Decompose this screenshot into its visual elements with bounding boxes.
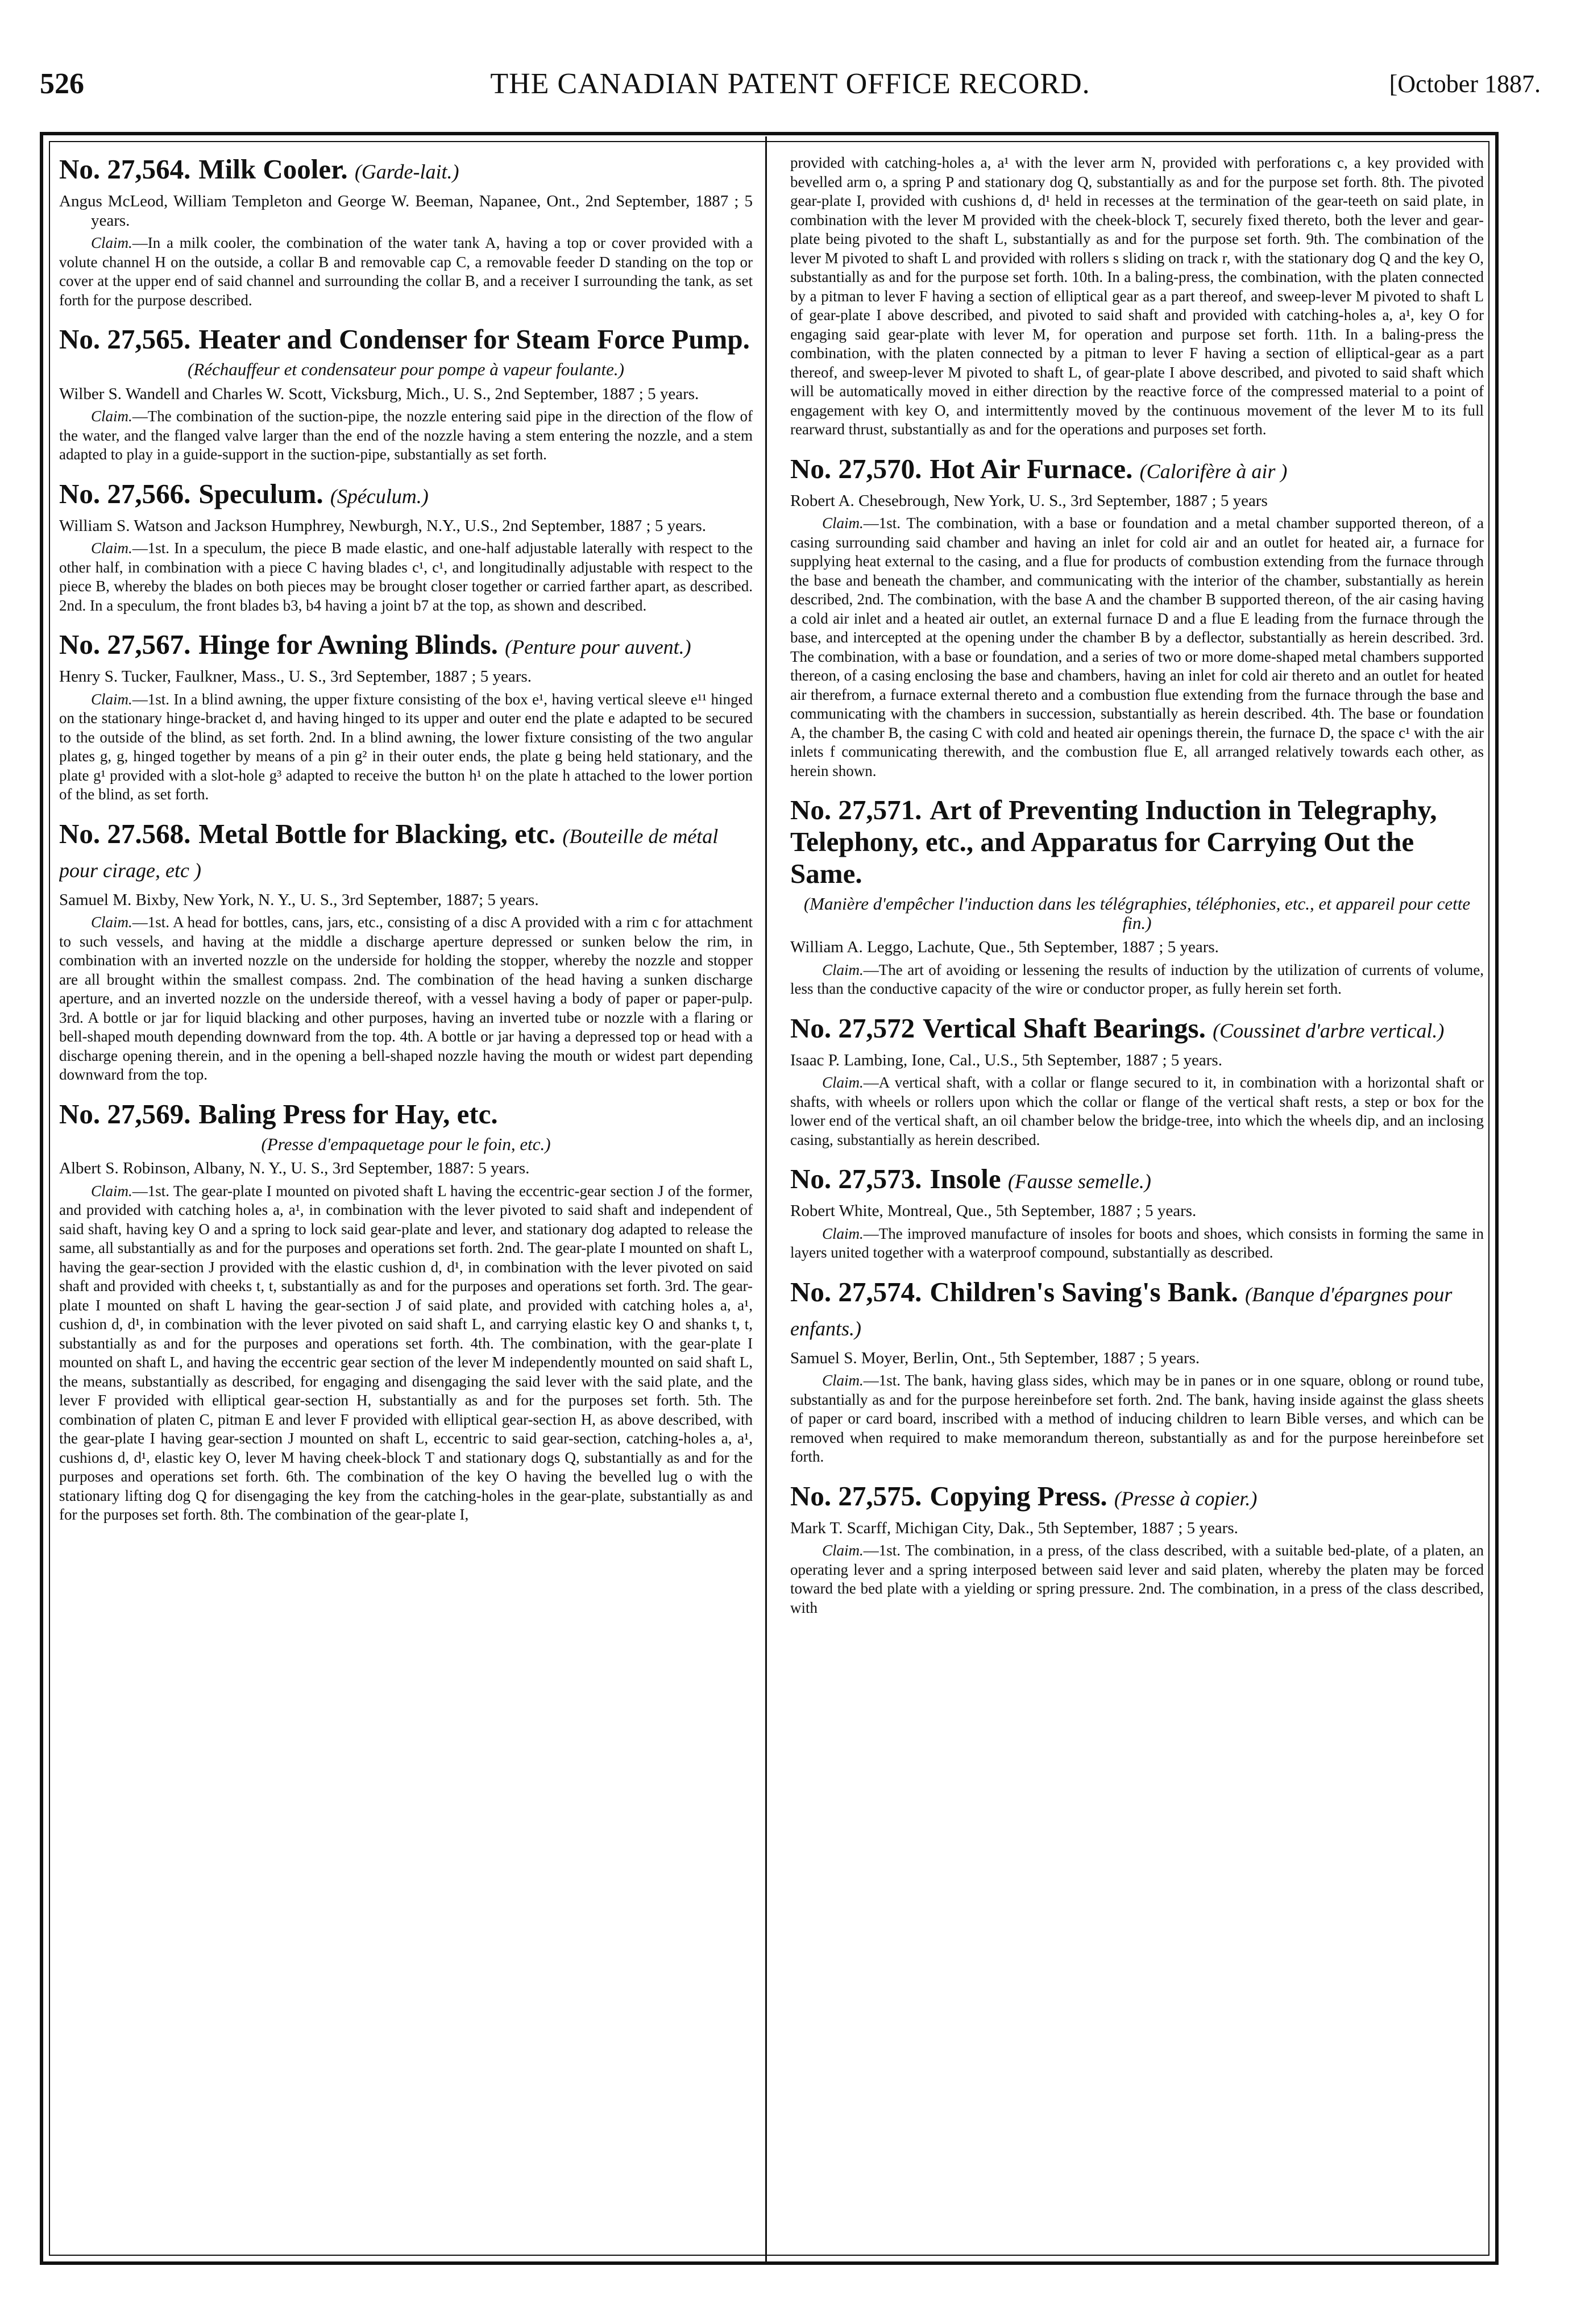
patentee-line: Samuel S. Moyer, Berlin, Ont., 5th September, 1887 ; 5 years. [790, 1348, 1200, 1367]
claim-text [59, 407, 753, 464]
patent-heading [59, 818, 753, 886]
claim-label: Claim. [822, 514, 864, 532]
claim-text [790, 1073, 1484, 1149]
claim-text [790, 961, 1484, 999]
patent-title: Hot Air Furnace. [930, 453, 1133, 484]
patent-heading [59, 323, 753, 355]
claim-label: Claim. [822, 1074, 864, 1091]
patent-heading [790, 1163, 1484, 1197]
patentee-line: Albert S. Robinson, Albany, N. Y., U. S., 3rd September, 1887: 5 years. [59, 1159, 530, 1177]
patent-heading [790, 1276, 1484, 1344]
patent-number: No. 27,575. [790, 1480, 922, 1512]
french-title: (Penture pour auvent.) [505, 636, 691, 658]
claim-label: Claim. [822, 1225, 864, 1242]
patent-title: Art of Preventing Induction in Telegraphy, Telephony, etc., and Apparatus for Carrying Out the Same. [790, 794, 1437, 889]
patent-entry [790, 1163, 1484, 1263]
patent-number: No. 27,566. [59, 478, 191, 509]
claim-text [59, 913, 753, 1085]
patent-title: Hinge for Awning Blinds. [198, 629, 498, 660]
claim-label: Claim. [822, 1542, 864, 1559]
claim-label: Claim. [91, 234, 132, 251]
patent-heading [790, 794, 1484, 890]
claim-text [790, 1225, 1484, 1263]
claim-body: —1st. A head for bottles, cans, jars, etc., consisting of a disc A provided with a rim c for attachment to such vessels, and having at the middle a discharge aperture depressed or sunken below the rim, in combination with an inverted nozzle on the underside for holding the stopper, whereby the nozzle and stopper are all brought within the smallest compass. 2nd. The combination of the head having a sunken discharge aperture, and an inverted nozzle on the underside thereof, with a vessel having a body of paper or paper-pulp. 3rd. A bottle or jar for liquid blacking and other purposes, having an inverted tube or nozzle with a flaring or bell-shaped mouth depending downward from the top. 4th. A bottle or jar having a depressed top or head with a discharge opening therein, and in the opening a bell-shaped nozzle having the mouth or widest part depending downward from the top. [59, 914, 753, 1083]
french-title: (Fausse semelle.) [1007, 1170, 1151, 1193]
claim-body: —The combination of the suction-pipe, the nozzle entering said pipe in the direction of the flow of the water, and the flanged valve larger than the end of the nozzle having a stem entering the nozzle, and a stem adapted to play in a guide-support in the suction-pipe, substantially as set forth. [59, 408, 753, 463]
patent-title: Heater and Condenser for Steam Force Pump. [198, 323, 750, 355]
patent-title: Speculum. [198, 478, 323, 509]
patent-heading [59, 478, 753, 512]
patentee-line: Mark T. Scarff, Michigan City, Dak., 5th September, 1887 ; 5 years. [790, 1518, 1238, 1537]
patent-entry [59, 629, 753, 804]
patentee-line: Samuel M. Bixby, New York, N. Y., U. S., 3rd September, 1887; 5 years. [59, 890, 539, 909]
patent-heading [790, 1012, 1484, 1047]
patent-heading [790, 453, 1484, 487]
patent-entry [59, 153, 753, 310]
patent-entry [59, 818, 753, 1085]
patent-title: Metal Bottle for Blacking, etc. [198, 817, 556, 849]
patent-number: No. 27,571. [790, 794, 922, 825]
patent-entry [59, 1098, 753, 1525]
french-title: (Bouteille de métal pour cirage, etc ) [59, 824, 719, 882]
claim-text [59, 539, 753, 615]
patent-title: Baling Press for Hay, etc. [198, 1098, 498, 1130]
page-number: 526 [40, 68, 84, 100]
patent-entry [790, 1012, 1484, 1150]
claim-body: —1st. The gear-plate I mounted on pivoted shaft L having the eccentric-gear section J of the former, and provided with catching holes a, a¹, in combination with the lever pivoted to said shaft and independent of said shaft, having key O and a spring to lock said gear-plate and lever, and stationary dog adapted to release the same, all substantially as and for the purposes and operations set forth. 2nd. The gear-plate I mounted on shaft L, having the gear-section J provided with the elastic cushion d, d¹, in combination with the lever pivoted on said shaft and provided with cheeks t, t, substantially as and for the purposes and operations set forth. 3rd. The gear-plate I mounted on shaft L having the gear-section J of said plate, and provided with catching holes a, a¹, cushion d, d¹, in combination with the lever pivoted on said shaft L, and carrying elastic key O and shanks t, t, substantially as and for the purposes and operations set forth. 4th. The combination, with the gear-plate I mounted on shaft L, and having the eccentric gear section of the lever M independently mounted on said shaft L, the means, substantially as described, for engaging and disengaging the said lever with the said plate, and the lever F provided with elliptical gear-section H, substantially as and for the purposes set forth. 5th. The combination of platen C, pitman E and lever F provided with elliptical gear-section H, as above described, with the gear-plate I having gear-section J mounted on shaft L, eccentric to said gear-section, catching-holes a, a¹, cushions d, d¹, elastic key O, lever M having cheek-block T and stationary dogs Q, substantially as and for the purposes and operations set forth. 6th. The combination of the key O having the bevelled lug o with the stationary lifting dog Q for disengaging the key from the catching-holes in the gear-plate, substantially as and for the purposes set forth. 8th. The combination of the gear-plate I, [59, 1182, 753, 1523]
left-column [59, 153, 753, 2251]
patentee-line: Robert A. Chesebrough, New York, U. S., 3rd September, 1887 ; 5 years [790, 491, 1268, 510]
running-head [40, 67, 1541, 113]
issue-date: [October 1887. [1389, 70, 1541, 98]
claim-text [790, 514, 1484, 781]
patent-heading [59, 1098, 753, 1130]
claim-body: —The improved manufacture of insoles for boots and shoes, which consists in forming the same in layers united together with a waterproof compound, substantially as described. [790, 1225, 1484, 1261]
patentee-line: Isaac P. Lambing, Ione, Cal., U.S., 5th September, 1887 ; 5 years. [790, 1051, 1222, 1069]
right-column [790, 153, 1484, 2251]
patentee-line: Wilber S. Wandell and Charles W. Scott, Vicksburg, Mich., U. S., 2nd September, 1887 ; 5 years. [59, 384, 699, 403]
patentee-line: William A. Leggo, Lachute, Que., 5th September, 1887 ; 5 years. [790, 938, 1219, 956]
patent-entry [790, 153, 1484, 439]
patent-entry [59, 478, 753, 616]
claim-body: —1st. In a speculum, the piece B made elastic, and one-half adjustable laterally with respect to the other half, in combination with a piece C having blades c¹, c¹, and longitudinally adjustable with respect to the piece B, whereby the blades on both pieces may be brought closer together or carried farther apart, as described. 2nd. In a speculum, the front blades b3, b4 having a joint b7 at the top, as shown and described. [59, 540, 753, 614]
claim-text [59, 1182, 753, 1525]
patent-number: No. 27,570. [790, 453, 922, 484]
patent-title: Vertical Shaft Bearings. [923, 1012, 1206, 1044]
claim-body: —1st. The combination, in a press, of the class described, with a suitable bed-plate, of a platen, an operating lever and a spring interposed between said lever and said platen, whereby the platen may be forced toward the bed plate with a yielding or spring pressure. 2nd. The combination, in a press of the class described, with [790, 1542, 1484, 1616]
claim-label: Claim. [91, 1182, 132, 1200]
claim-label: Claim. [91, 690, 132, 708]
claim-label: Claim. [91, 540, 132, 557]
patent-number: No. 27,565. [59, 323, 191, 355]
french-title: (Presse d'empaquetage pour le foin, etc.) [261, 1134, 551, 1154]
claim-body: —In a milk cooler, the combination of the water tank A, having a top or cover provided with a volute channel H on the outside, a collar B and removable cap C, a removable feeder D standing on the top or cover at the upper end of said channel and surrounding the collar B, and a receiver I surrounding the tank, as set forth for the purpose described. [59, 234, 753, 309]
patent-entry [790, 1276, 1484, 1467]
french-title: (Presse à copier.) [1114, 1487, 1258, 1510]
patentee-line: Robert White, Montreal, Que., 5th September, 1887 ; 5 years. [790, 1202, 1197, 1220]
claim-body: —1st. The bank, having glass sides, which may be in panes or in one square, oblong or round tube, substantially as and for the purpose hereinbefore set forth. 2nd. The bank, having inside against the glass sheets of paper or card board, inscribed with a method of inducing children to learn Bible verses, and which can be removed when required to make memorandum thereon, substantially as and for the purpose hereinbefore set forth. [790, 1372, 1484, 1465]
claim-text [59, 234, 753, 310]
column-divider [765, 136, 767, 2261]
patent-title: Milk Cooler. [198, 153, 348, 185]
french-title: (Manière d'empêcher l'induction dans les télégraphies, téléphonies, etc., et appareil pour cette fin.) [803, 894, 1471, 933]
patent-entry [59, 323, 753, 464]
patentee-line: William S. Watson and Jackson Humphrey, Newburgh, N.Y., U.S., 2nd September, 1887 ; 5 years. [59, 516, 707, 535]
claim-body: provided with catching-holes a, a¹ with the lever arm N, provided with perforations c, a key provided with bevelled arm o, a spring P and stationary dog Q, substantially as and for the purpose set forth. 8th. The pivoted gear-plate I, provided with cushions d, d¹ held in recesses at the termination of the gear-teeth on said plate, in combination with the lever M provided with the cheek-block T, securely fixed thereto, both the lever and gear-plate being pivoted to the shaft L, substantially as and for the purpose set forth. 9th. The combination of the lever M pivoted to shaft L and provided with rollers s sliding on track r, with the stationary dog Q and the key O, substantially as and for the purpose set forth. 10th. In a baling-press, the combination, with the platen connected by a pitman to lever F having a section of elliptical gear as a part thereof, and sweep-lever M pivoted to shaft L of gear-plate I above described, and pivoted to said shaft and provided with catching-holes a, a¹, key O for engaging said gear-plate with lever M, for operation and purpose set forth. 11th. In a baling-press the combination, with the platen connected by a pitman to lever F having a section of elliptical-gear as a part thereof, and sweep-lever M pivoted to shaft L, of gear-plate I above described, and pivoted to said shaft which will be automatically moved in either direction by the reactive force of the compressed material to a point of engagement with key O, and intermittently moved by the continuous movement of the lever M to its full rearward thrust, substantially as and for the operations and purposes set forth. [790, 154, 1484, 438]
french-title: (Calorifère à air ) [1139, 459, 1288, 483]
claim-label: Claim. [822, 1372, 864, 1389]
french-title: (Garde-lait.) [354, 160, 459, 183]
claim-body: —The art of avoiding or lessening the results of induction by the utilization of currents of volume, less than the conductive capacity of the wire or conductor proper, as fully herein set forth. [790, 961, 1484, 997]
patent-entry [790, 1480, 1484, 1618]
patent-title: Insole [930, 1163, 1001, 1194]
patent-title: Copying Press. [930, 1480, 1107, 1512]
claim-text [790, 1541, 1484, 1617]
patent-number: No. 27,573. [790, 1163, 922, 1194]
patent-heading [59, 153, 753, 188]
patentee-line: Angus McLeod, William Templeton and George W. Beeman, Napanee, Ont., 2nd September, 1887 ; 5 years. [59, 192, 753, 230]
claim-text [59, 690, 753, 804]
patent-entry [790, 794, 1484, 999]
french-title: (Coussinet d'arbre vertical.) [1213, 1019, 1445, 1042]
french-title: (Banque d'épargnes pour enfants.) [790, 1283, 1453, 1340]
patent-number: No. 27,574. [790, 1276, 922, 1308]
claim-body: —1st. In a blind awning, the upper fixture consisting of the box e¹, having vertical sleeve e¹¹ hinged on the stationary hinge-bracket d, and having hinged to its upper and outer end the plate e adapted to be secured to the outside of the blind, as set forth. 2nd. In a blind awning, the lower fixture consisting of the two angular plates g, g, hinged together by means of a pin g² in their outer ends, the plate g being held stationary, and the plate g¹ provided with a slot-hole g³ adapted to receive the button h¹ on the plate h attached to the lower portion of the blind, as set forth. [59, 690, 753, 803]
patent-number: No. 27.568. [59, 817, 191, 849]
patent-heading [790, 1480, 1484, 1514]
journal-title: THE CANADIAN PATENT OFFICE RECORD. [490, 68, 1090, 100]
claim-text [790, 1371, 1484, 1467]
french-title: (Réchauffeur et condensateur pour pompe à vapeur foulante.) [188, 359, 624, 379]
claim-text [790, 153, 1484, 439]
patent-number: No. 27,572 [790, 1012, 915, 1044]
patent-heading [59, 629, 753, 663]
patent-title: Children's Saving's Bank. [930, 1276, 1238, 1308]
french-title: (Spéculum.) [330, 484, 429, 508]
patent-number: No. 27,564. [59, 153, 191, 185]
claim-body: —1st. The combination, with a base or foundation and a metal chamber supported thereon, of a casing surrounding said chamber and having an inlet for cold air and an outlet for heated air, a furnace for supplying heat external to the casing, and a flue for products of combustion extending from the furnace through the base and beneath the chamber, and communicating with the interior of the chamber, substantially as herein described, 2nd. The combination, with the base A and the chamber B supported thereon, of the air casing having a cold air inlet and a heated air outlet, an external furnace D and a flue E leading from the furnace through the base, and intercepted at the opening under the chamber B by a deflector, substantially as herein described. 3rd. The combination, with a base or foundation, and a series of two or more dome-shaped metal chambers supported thereon, of a casing enclosing the base and chambers, having an inlet for cold air thereto and an outlet for heated air therefrom, a furnace external thereto and a combustion flue extending from the furnace through the base and communicating with the chambers in succession, substantially as herein described. 4th. The base or foundation A, the chamber B, the casing C with cold and heated air openings therein, the furnace D, the space c¹ with the air inlets f communicating therewith, and the combustion flue E, all arranged relatively towards each other, as herein shown. [790, 514, 1484, 779]
claim-label: Claim. [91, 408, 132, 425]
patent-entry [790, 453, 1484, 781]
claim-label: Claim. [91, 914, 132, 931]
claim-label: Claim. [822, 961, 864, 978]
patent-number: No. 27,567. [59, 629, 191, 660]
claim-body: —A vertical shaft, with a collar or flange secured to it, in combination with a horizontal shaft or shafts, with wheels or rollers upon which the collar or flange of the vertical shaft rests, a step or box for the lower end of the vertical shaft, an oil chamber below the bridge-tree, into which the wheels dip, and an inclosing casing, substantially as herein described. [790, 1074, 1484, 1148]
patentee-line: Henry S. Tucker, Faulkner, Mass., U. S., 3rd September, 1887 ; 5 years. [59, 667, 532, 686]
patent-number: No. 27,569. [59, 1098, 191, 1130]
